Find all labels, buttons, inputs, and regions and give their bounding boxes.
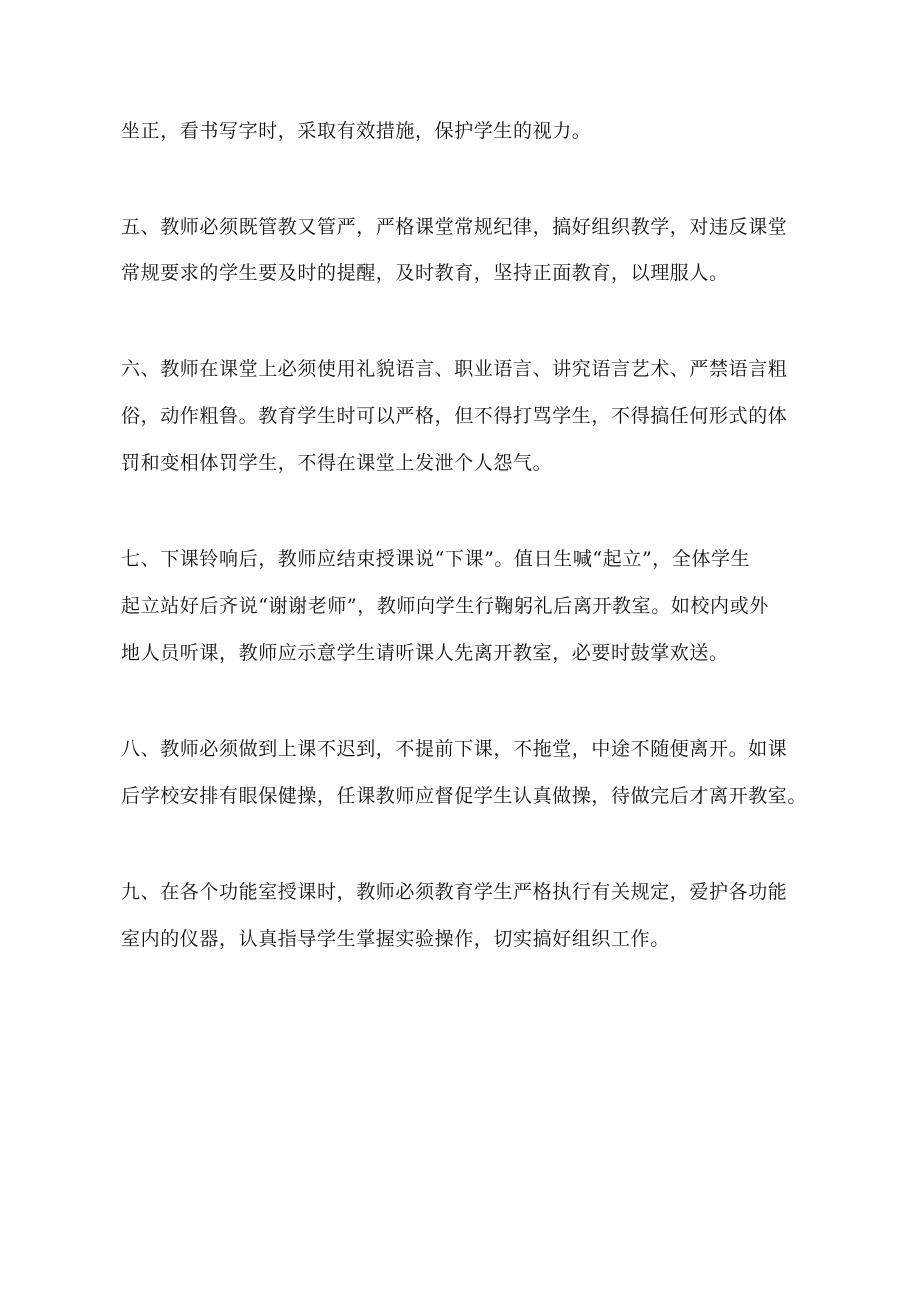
text-line: 七、下课铃响后，教师应结束授课说“下课”。值日生喊“起立”，全体学生 [121,548,751,570]
text-line: 俗，动作粗鲁。教育学生时可以严格，但不得打骂学生，不得搞任何形式的体 [121,405,788,427]
text-line: 常规要求的学生要及时的提醒，及时教育，坚持正面教育，以理服人。 [121,262,729,284]
text-line: 八、教师必须做到上课不迟到，不提前下课，不拖堂，中途不随便离开。如课 [121,738,788,760]
text-line: 九、在各个功能室授课时，教师必须教育学生严格执行有关规定，爱护各功能 [121,881,788,903]
text-line: 罚和变相体罚学生，不得在课堂上发泄个人怨气。 [121,452,553,474]
text-line: 起立站好后齐说“谢谢老师”，教师向学生行鞠躬礼后离开教室。如校内或外 [121,595,769,617]
text-line: 五、教师必须既管教又管严，严格课堂常规纪律，搞好组织教学，对违反课堂 [121,216,788,238]
text-line: 坐正，看书写字时，采取有效措施，保护学生的视力。 [121,120,592,142]
text-line: 地人员听课，教师应示意学生请听课人先离开教室，必要时鼓掌欢送。 [121,642,729,664]
text-line: 六、教师在课堂上必须使用礼貌语言、职业语言、讲究语言艺术、严禁语言粗 [121,358,788,380]
text-line: 后学校安排有眼保健操，任课教师应督促学生认真做操，待做完后才离开教室。 [121,785,808,807]
text-line: 室内的仪器，认真指导学生掌握实验操作，切实搞好组织工作。 [121,928,670,950]
